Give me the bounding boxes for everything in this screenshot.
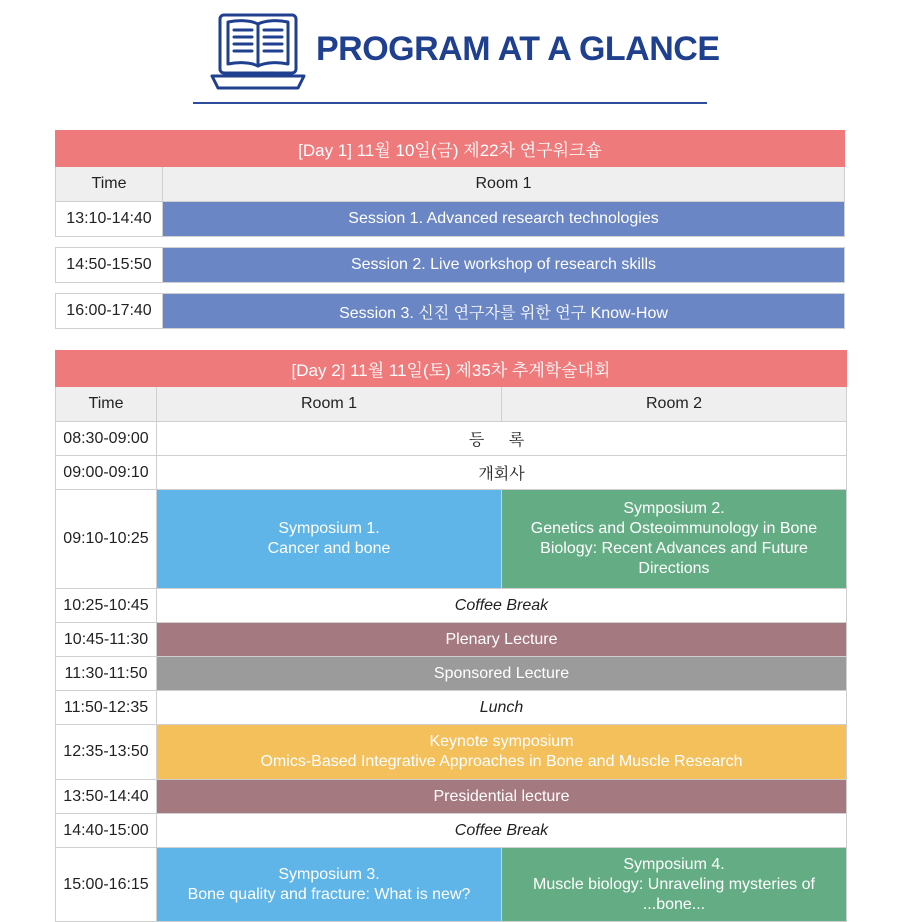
time-cell: 16:00-17:40 bbox=[56, 294, 163, 329]
time-cell: 09:10-10:25 bbox=[56, 490, 157, 589]
time-cell: 13:10-14:40 bbox=[56, 202, 163, 237]
registration-cell: 등 록 bbox=[157, 422, 847, 456]
session-2-cell: Session 2. Live workshop of research skills bbox=[163, 248, 845, 283]
symposium-2-cell bbox=[502, 490, 847, 589]
symposium-3-cell bbox=[157, 848, 502, 922]
time-cell: 12:35-13:50 bbox=[56, 725, 157, 780]
time-cell: 08:30-09:00 bbox=[56, 422, 157, 456]
table-row bbox=[56, 294, 845, 329]
sponsored-lecture-cell: Sponsored Lecture bbox=[157, 657, 847, 691]
table-row bbox=[56, 780, 847, 814]
symposium-2-topic-line2: Biology: Recent Advances and Future bbox=[540, 540, 808, 557]
table-row bbox=[56, 248, 845, 283]
symposium-4-title: Symposium 4. bbox=[623, 855, 725, 873]
lunch-cell: Lunch bbox=[157, 691, 847, 725]
symposium-2-topic-line1: Genetics and Osteoimmunology in Bone bbox=[530, 520, 818, 537]
day2-room2-header: Room 2 bbox=[502, 387, 847, 422]
table-row bbox=[56, 490, 847, 589]
symposium-3-title: Symposium 3. bbox=[278, 865, 380, 883]
table-row bbox=[56, 202, 845, 237]
session-3-cell: Session 3. 신진 연구자를 위한 연구 Know-How bbox=[163, 294, 845, 329]
day1-table bbox=[55, 130, 845, 329]
title-divider bbox=[193, 102, 707, 104]
keynote-topic: Omics-Based Integrative Approaches in Bone and Muscle Research bbox=[260, 753, 743, 770]
presidential-lecture-cell: Presidential lecture bbox=[157, 780, 847, 814]
time-cell: 14:40-15:00 bbox=[56, 814, 157, 848]
page-header bbox=[0, 0, 900, 110]
symposium-4-topic-line2: ...bone... bbox=[642, 895, 706, 913]
keynote-title: Keynote symposium bbox=[429, 733, 574, 750]
time-cell: 11:30-11:50 bbox=[56, 657, 157, 691]
day2-table bbox=[55, 350, 847, 922]
symposium-3-topic: Bone quality and fracture: What is new? bbox=[187, 885, 471, 903]
table-row bbox=[56, 422, 847, 456]
table-row bbox=[56, 657, 847, 691]
coffee-break-cell: Coffee Break bbox=[157, 814, 847, 848]
table-row bbox=[56, 623, 847, 657]
time-cell: 15:00-16:15 bbox=[56, 848, 157, 922]
time-cell: 14:50-15:50 bbox=[56, 248, 163, 283]
symposium-1-title: Symposium 1. bbox=[278, 520, 380, 537]
time-cell: 09:00-09:10 bbox=[56, 456, 157, 490]
plenary-lecture-cell: Plenary Lecture bbox=[157, 623, 847, 657]
time-cell: 11:50-12:35 bbox=[56, 691, 157, 725]
open-book-laptop-icon bbox=[210, 10, 306, 94]
symposium-4-topic-line1: Muscle biology: Unraveling mysteries of bbox=[533, 875, 815, 893]
day2-time-header: Time bbox=[56, 387, 157, 422]
session-1-cell: Session 1. Advanced research technologies bbox=[163, 202, 845, 237]
day1-title: [Day 1] 11월 10일(금) 제22차 연구워크숍 bbox=[56, 131, 845, 167]
coffee-break-cell: Coffee Break bbox=[157, 589, 847, 623]
time-cell: 13:50-14:40 bbox=[56, 780, 157, 814]
table-row bbox=[56, 691, 847, 725]
page-title: PROGRAM AT A GLANCE bbox=[316, 30, 720, 68]
time-cell: 10:45-11:30 bbox=[56, 623, 157, 657]
symposium-2-topic-line3: Directions bbox=[638, 560, 710, 577]
table-row bbox=[56, 814, 847, 848]
table-row bbox=[56, 848, 847, 922]
table-row bbox=[56, 456, 847, 490]
symposium-4-cell bbox=[502, 848, 847, 922]
symposium-2-title: Symposium 2. bbox=[623, 500, 725, 517]
symposium-1-topic: Cancer and bone bbox=[267, 540, 391, 557]
symposium-1-cell bbox=[157, 490, 502, 589]
day2-room1-header: Room 1 bbox=[157, 387, 502, 422]
day1-time-header: Time bbox=[56, 167, 163, 202]
table-row bbox=[56, 589, 847, 623]
day1-room-header: Room 1 bbox=[163, 167, 845, 202]
time-cell: 10:25-10:45 bbox=[56, 589, 157, 623]
keynote-symposium-cell bbox=[157, 725, 847, 780]
day2-title: [Day 2] 11월 11일(토) 제35차 추계학술대회 bbox=[56, 351, 847, 387]
table-row bbox=[56, 725, 847, 780]
opening-cell: 개회사 bbox=[157, 456, 847, 490]
